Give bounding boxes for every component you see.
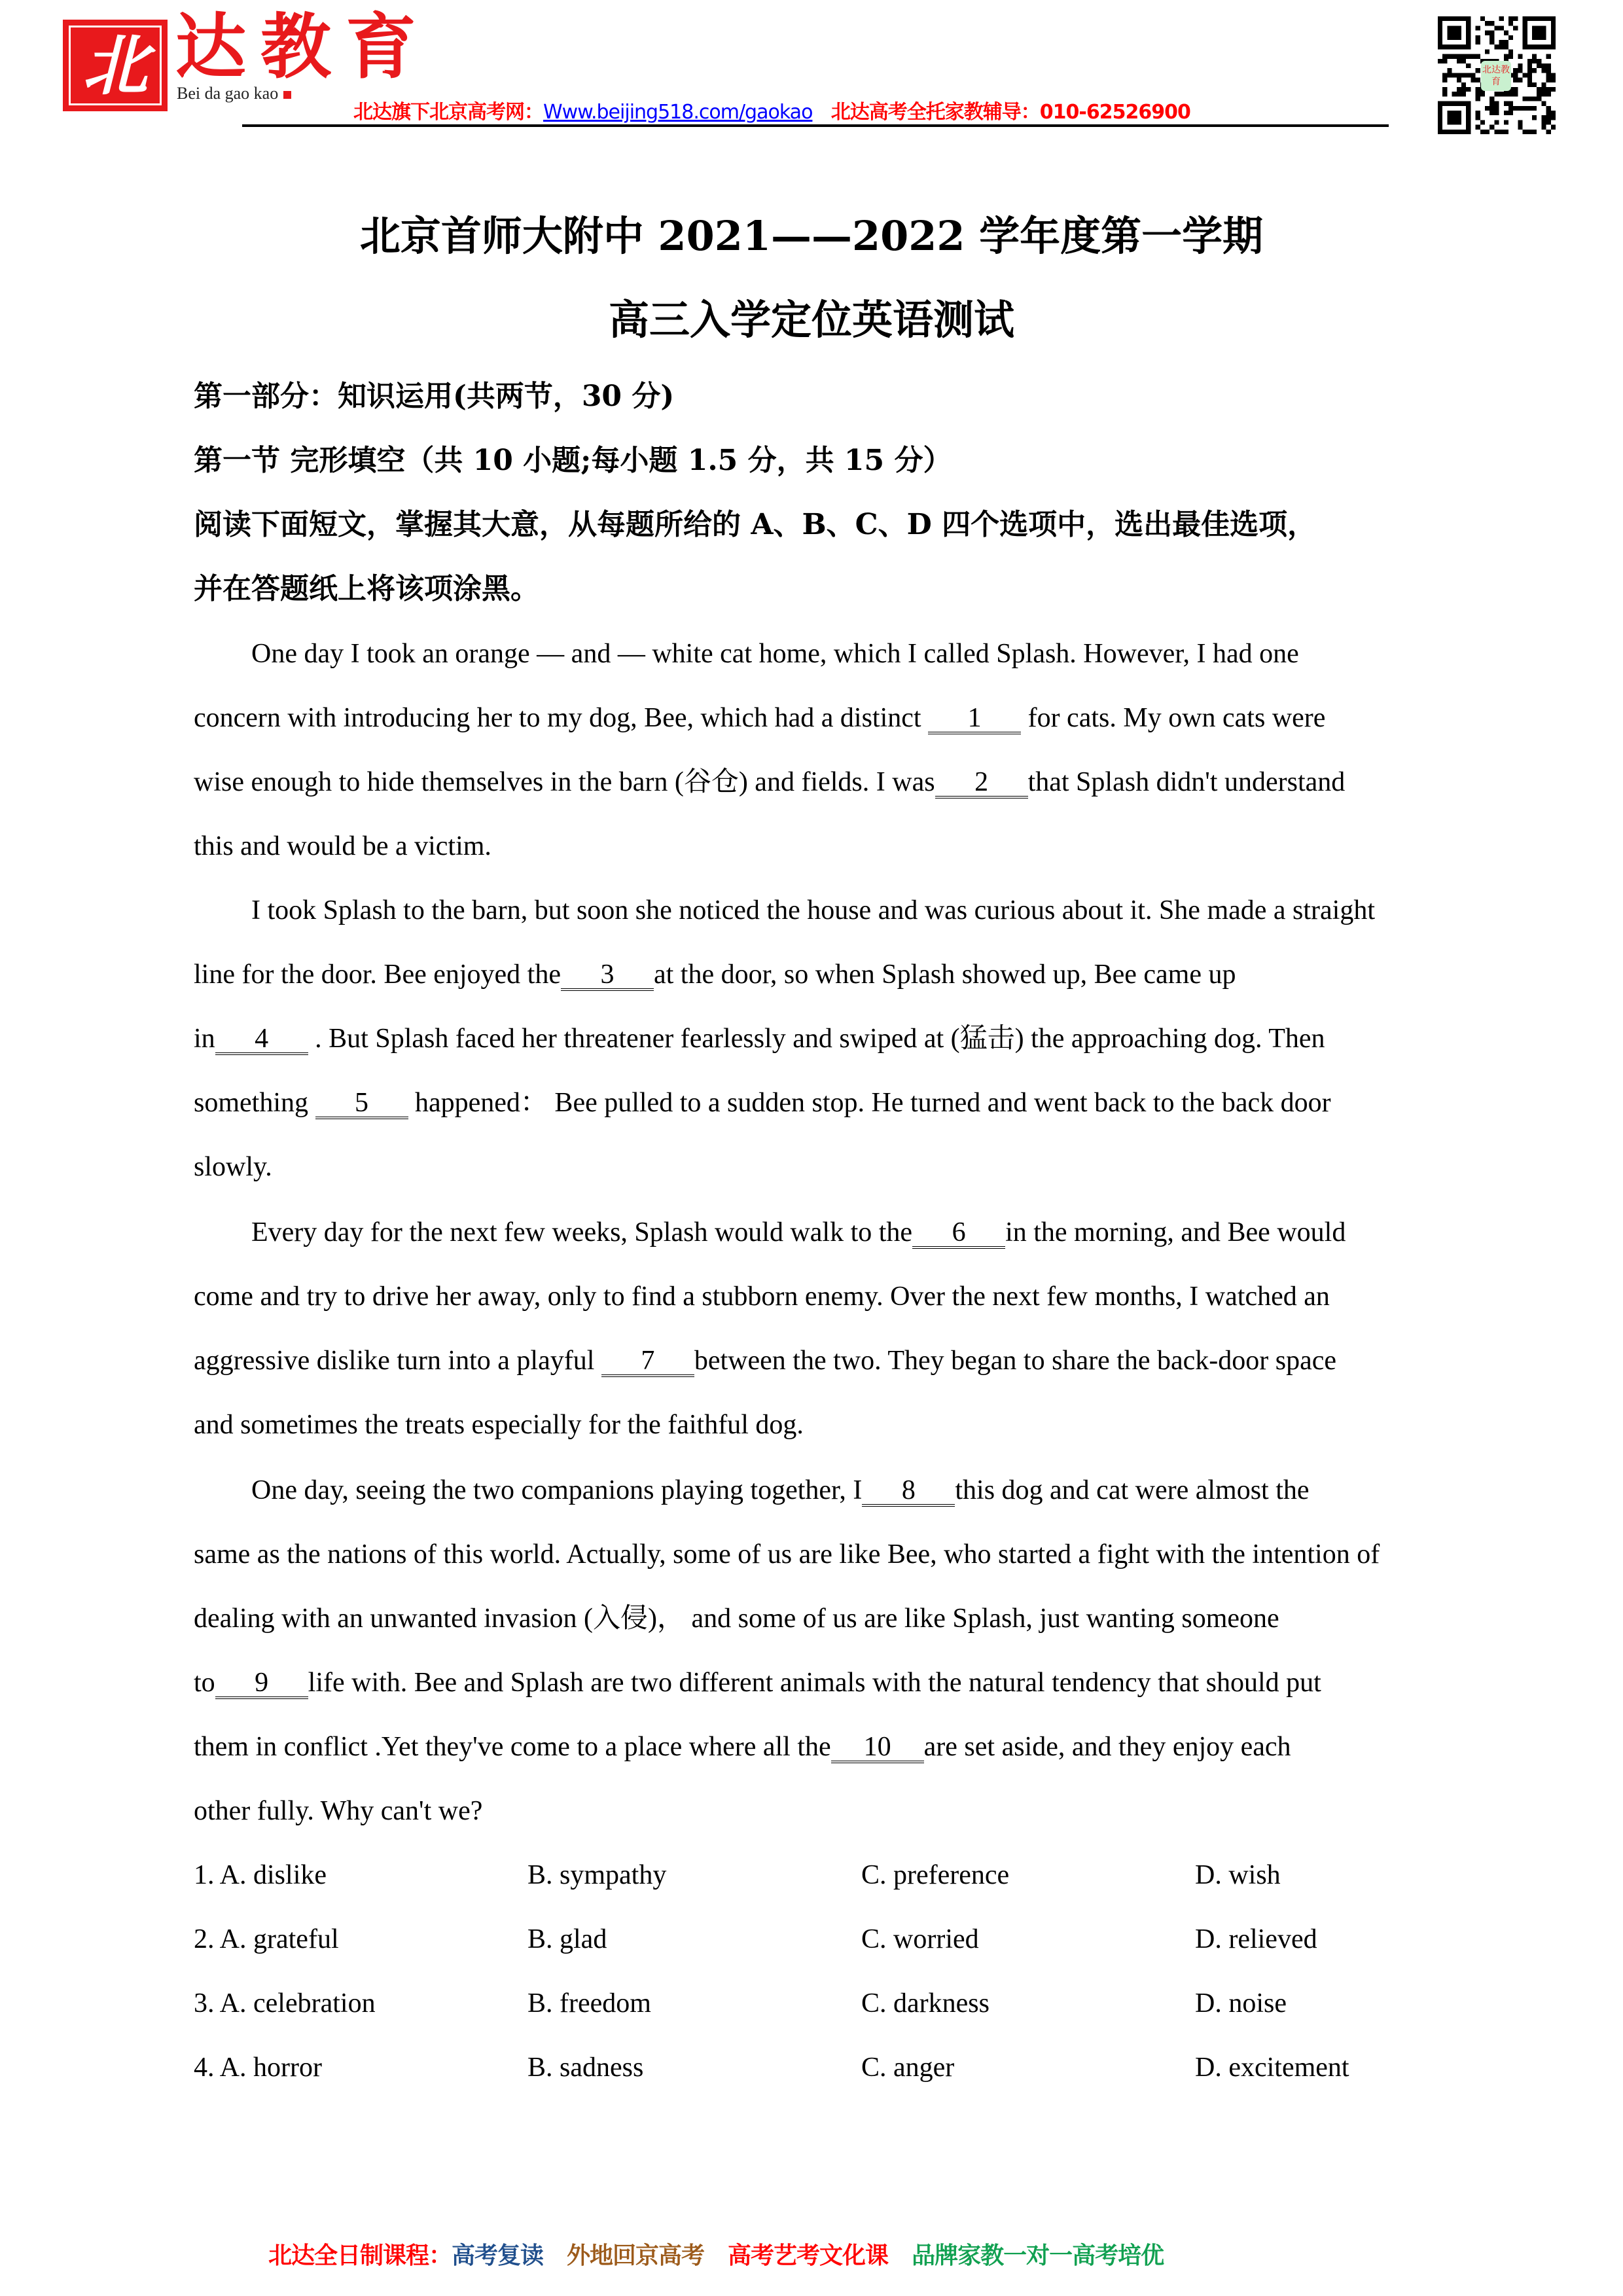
qr-center-logo: 北达教育 bbox=[1481, 61, 1511, 91]
site-label: 北达旗下北京高考网： bbox=[353, 101, 543, 124]
tutoring-label: 北达高考全托家教辅导： bbox=[830, 101, 1040, 124]
blank-10: 10 bbox=[831, 1733, 924, 1763]
logo-seal-char: 北 bbox=[82, 27, 148, 104]
text-run: at the door, so when Splash showed up, Bee came up bbox=[654, 960, 1236, 990]
header-contact-line bbox=[353, 96, 1190, 124]
text-run: One day, seeing the two companions playing together, I bbox=[251, 1475, 863, 1505]
option-4-c: C. anger bbox=[861, 2053, 955, 2083]
blank-1: 1 bbox=[928, 704, 1021, 734]
footer-item-repeat: 高考复读 bbox=[452, 2242, 544, 2269]
blank-3: 3 bbox=[561, 961, 654, 991]
text-run: wise enough to hide themselves in the barn (谷仓) and fields. I was bbox=[194, 767, 935, 797]
exam-title: 北京首师大附中 2021——2022 学年度第一学期 bbox=[359, 212, 1264, 260]
option-3-b: B. freedom bbox=[527, 1988, 651, 2018]
phone-number: 010-62526900 bbox=[1039, 101, 1190, 124]
option-1-b: B. sympathy bbox=[527, 1860, 667, 1890]
header-divider bbox=[242, 124, 1389, 127]
option-1-d: D. wish bbox=[1195, 1860, 1281, 1890]
blank-5: 5 bbox=[315, 1089, 408, 1119]
blank-7: 7 bbox=[601, 1347, 694, 1377]
option-4-d: D. excitement bbox=[1195, 2053, 1349, 2083]
text-run: in bbox=[194, 1024, 215, 1054]
text-run: . But Splash faced her threatener fearlessly and swiped at (猛击) the approaching dog. Then bbox=[308, 1024, 1325, 1054]
site-link[interactable]: Www.beijing518.com/gaokao bbox=[543, 101, 813, 124]
passage-line bbox=[194, 1669, 1321, 1699]
passage-line bbox=[194, 1025, 1325, 1055]
passage-line bbox=[194, 704, 1325, 734]
text-run: line for the door. Bee enjoyed the bbox=[194, 960, 561, 990]
option-3-d: D. noise bbox=[1195, 1988, 1287, 2018]
instructions-line-2: 并在答题纸上将该项涂黑。 bbox=[194, 572, 539, 605]
text-run: them in conflict .Yet they've come to a place where all the bbox=[194, 1732, 831, 1762]
passage-line: One day I took an orange — and — white cat home, which I called Splash. However, I had one bbox=[251, 639, 1299, 669]
option-3-c: C. darkness bbox=[861, 1988, 990, 2018]
option-2-c: C. worried bbox=[861, 1924, 979, 1954]
logo-seal bbox=[63, 20, 168, 111]
passage-line: this and would be a victim. bbox=[194, 831, 491, 861]
passage-line: come and try to drive her away, only to find a stubborn enemy. Over the next few months, I watched an bbox=[194, 1282, 1330, 1312]
text-run: this dog and cat were almost the bbox=[955, 1475, 1310, 1505]
option-1-a: 1. A. dislike bbox=[194, 1860, 327, 1890]
blank-2: 2 bbox=[935, 768, 1028, 798]
passage-line: same as the nations of this world. Actually, some of us are like Bee, who started a fight with the intention of bbox=[194, 1539, 1380, 1570]
footer-item-return: 外地回京高考 bbox=[567, 2242, 705, 2269]
blank-4: 4 bbox=[215, 1025, 308, 1055]
text-run: in the morning, and Bee would bbox=[1005, 1217, 1346, 1247]
passage-line bbox=[194, 1089, 1331, 1119]
footer-item-art: 高考艺考文化课 bbox=[728, 2242, 889, 2269]
passage-line: I took Splash to the barn, but soon she noticed the house and was curious about it. She made a straight bbox=[251, 895, 1376, 925]
passage-line: slowly. bbox=[194, 1152, 272, 1182]
passage-line: dealing with an unwanted invasion (入侵)， and some of us are like Splash, just wanting someone bbox=[194, 1604, 1279, 1634]
text-run: concern with introducing her to my dog, Bee, which had a distinct bbox=[194, 703, 929, 733]
option-3-a: 3. A. celebration bbox=[194, 1988, 376, 2018]
blank-9: 9 bbox=[215, 1669, 308, 1699]
passage-line: and sometimes the treats especially for the faithful dog. bbox=[194, 1410, 804, 1440]
passage-line bbox=[194, 1733, 1291, 1763]
footer-label: 北达全日制课程： bbox=[268, 2242, 452, 2269]
part-heading: 第一部分：知识运用(共两节，30 分) bbox=[194, 380, 675, 413]
text-run: aggressive dislike turn into a playful bbox=[194, 1346, 601, 1376]
option-2-a: 2. A. grateful bbox=[194, 1924, 339, 1954]
option-4-a: 4. A. horror bbox=[194, 2053, 322, 2083]
text-run: life with. Bee and Splash are two different animals with the natural tendency that should put bbox=[308, 1668, 1321, 1698]
instructions-line-1: 阅读下面短文，掌握其大意，从每题所给的 A、B、C、D 四个选项中，选出最佳选项， bbox=[194, 508, 1317, 541]
footer-courses bbox=[268, 2237, 1187, 2270]
text-run: something bbox=[194, 1088, 315, 1118]
text-run: are set aside, and they enjoy each bbox=[923, 1732, 1291, 1762]
text-run: Every day for the next few weeks, Splash would walk to the bbox=[251, 1217, 913, 1247]
passage-line bbox=[194, 1347, 1336, 1377]
text-run: that Splash didn't understand bbox=[1027, 767, 1346, 797]
passage-line bbox=[251, 1477, 1310, 1507]
logo-text: 达教育 bbox=[175, 6, 431, 88]
passage-line: other fully. Why can't we? bbox=[194, 1796, 483, 1826]
exam-subtitle: 高三入学定位英语测试 bbox=[608, 296, 1014, 344]
blank-8: 8 bbox=[862, 1477, 955, 1507]
passage-line bbox=[251, 1219, 1346, 1249]
option-1-c: C. preference bbox=[861, 1860, 1010, 1890]
section-heading: 第一节 完形填空（共 10 小题;每小题 1.5 分，共 15 分） bbox=[194, 444, 952, 477]
text-run: between the two. They began to share the back-door space bbox=[694, 1346, 1337, 1376]
text-run: to bbox=[194, 1668, 215, 1698]
option-2-b: B. glad bbox=[527, 1924, 607, 1954]
passage-line bbox=[194, 961, 1236, 991]
option-2-d: D. relieved bbox=[1195, 1924, 1317, 1954]
text-run: for cats. My own cats were bbox=[1021, 703, 1326, 733]
logo-subtitle-text: Bei da gao kao bbox=[177, 84, 279, 103]
footer-item-tutoring: 品牌家教一对一高考培优 bbox=[912, 2242, 1164, 2269]
passage-line bbox=[194, 768, 1345, 798]
text-run: happened： Bee pulled to a sudden stop. He turned and went back to the back door bbox=[408, 1088, 1331, 1118]
blank-6: 6 bbox=[912, 1219, 1005, 1249]
logo-subtitle bbox=[177, 84, 291, 103]
option-4-b: B. sadness bbox=[527, 2053, 644, 2083]
logo-square-icon bbox=[283, 91, 291, 99]
